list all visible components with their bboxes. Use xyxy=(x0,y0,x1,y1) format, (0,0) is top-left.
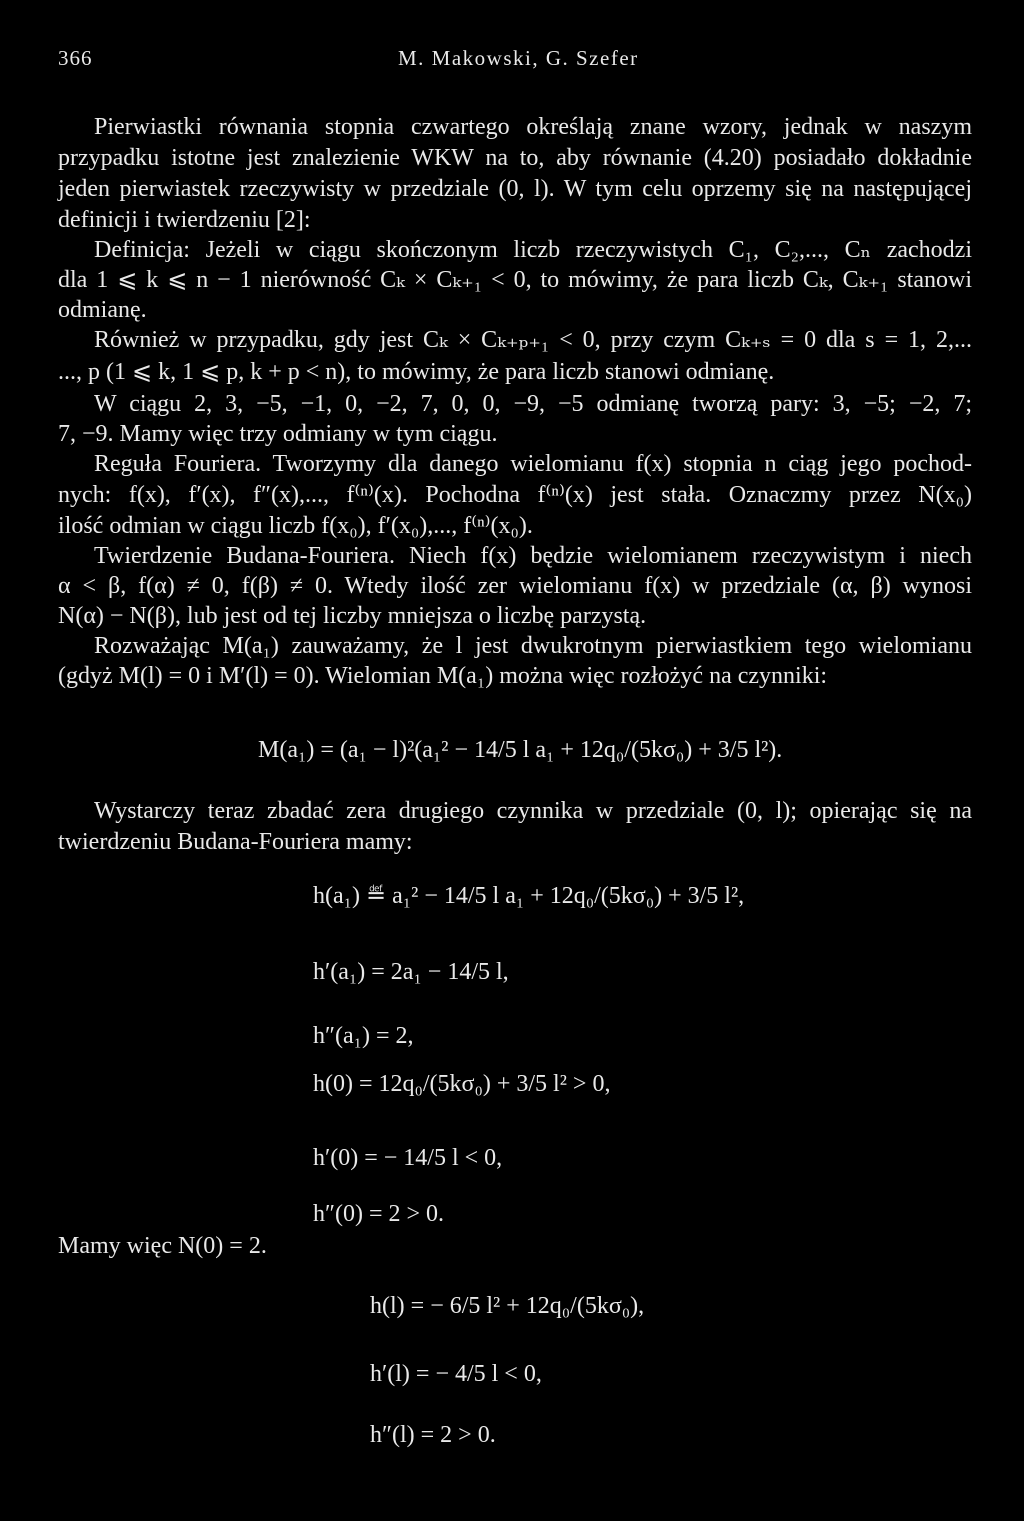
equation-h-prime-at-0: h′(0) = − 14/5 l < 0, xyxy=(313,1145,503,1171)
paragraph-line: dla 1 ⩽ k ⩽ n − 1 nierówność Cₖ × Cₖ₊₁ < 0, to mówimy, że para liczb Cₖ, Cₖ₊₁ stanowi xyxy=(58,267,972,293)
equation-h-double-prime-at-l: h″(l) = 2 > 0. xyxy=(370,1422,496,1448)
paragraph-line: (gdyż M(l) = 0 i M′(l) = 0). Wielomian M(a₁) można więc rozłożyć na czynniki: xyxy=(58,663,828,689)
paragraph-line: przypadku istotne jest znalezienie WKW na to, aby równanie (4.20) posiadało dokładnie xyxy=(58,145,972,171)
paragraph-line: N(α) − N(β), lub jest od tej liczby mniejsza o liczbę parzystą. xyxy=(58,603,647,629)
conclusion-note: Mamy więc N(0) = 2. xyxy=(58,1233,267,1259)
paragraph-line: nych: f(x), f′(x), f″(x),..., f⁽ⁿ⁾(x). Pochodna f⁽ⁿ⁾(x) jest stała. Oznaczmy przez N(x₀) xyxy=(58,482,972,508)
equation-h-at-l: h(l) = − 6/5 l² + 12q₀/(5kσ₀), xyxy=(370,1293,645,1319)
definition-line: Definicja: Jeżeli w ciągu skończonym liczb rzeczywistych C₁, C₂,..., Cₙ zachodzi xyxy=(94,237,972,263)
paragraph-line: Rozważając M(a₁) zauważamy, że l jest dwukrotnym pierwiastkiem tego wielomianu xyxy=(94,633,972,659)
paragraph-line: ilość odmian w ciągu liczb f(x₀), f′(x₀),..., f⁽ⁿ⁾(x₀). xyxy=(58,513,533,539)
paragraph-line: Również w przypadku, gdy jest Cₖ × Cₖ₊ₚ₊₁ < 0, przy czym Cₖ₊ₛ = 0 dla s = 1, 2,... xyxy=(94,327,972,353)
paragraph-line: ..., p (1 ⩽ k, 1 ⩽ p, k + p < n), to mówimy, że para liczb stanowi odmianę. xyxy=(58,359,775,385)
equation-h-prime-at-l: h′(l) = − 4/5 l < 0, xyxy=(370,1361,542,1387)
fourier-rule-line: Reguła Fouriera. Tworzymy dla danego wielomianu f(x) stopnia n ciąg jego pochod- xyxy=(94,451,972,477)
running-head-authors: M. Makowski, G. Szefer xyxy=(398,46,639,70)
paragraph-line: α < β, f(α) ≠ 0, f(β) ≠ 0. Wtedy ilość zer wielomianu f(x) w przedziale (α, β) wynosi xyxy=(58,573,972,599)
paragraph-line: odmianę. xyxy=(58,297,147,323)
paragraph-line: definicji i twierdzeniu [2]: xyxy=(58,207,311,233)
paragraph-line: 7, −9. Mamy więc trzy odmiany w tym ciągu. xyxy=(58,421,498,447)
page-number: 366 xyxy=(58,46,93,70)
paragraph-line: W ciągu 2, 3, −5, −1, 0, −2, 7, 0, 0, −9, −5 odmianę tworzą pary: 3, −5; −2, 7; xyxy=(94,391,972,417)
equation-h-double-prime: h″(a₁) = 2, xyxy=(313,1023,414,1049)
paragraph-line: jeden pierwiastek rzeczywisty w przedziale (0, l). W tym celu oprzemy się na następującej xyxy=(58,176,972,202)
theorem-line: Twierdzenie Budana-Fouriera. Niech f(x) będzie wielomianem rzeczywistym i niech xyxy=(94,543,972,569)
equation-h: h(a₁) ≝ a₁² − 14/5 l a₁ + 12q₀/(5kσ₀) + 3/5 l², xyxy=(313,883,745,909)
factorization-equation: M(a₁) = (a₁ − l)²(a₁² − 14/5 l a₁ + 12q₀/(5kσ₀) + 3/5 l²). xyxy=(258,737,783,763)
equation-h-double-prime-at-0: h″(0) = 2 > 0. xyxy=(313,1201,445,1227)
paragraph-line: twierdzeniu Budana-Fouriera mamy: xyxy=(58,829,413,855)
paragraph-line: Wystarczy teraz zbadać zera drugiego czynnika w przedziale (0, l); opierając się na xyxy=(94,798,972,824)
paragraph-line: Pierwiastki równania stopnia czwartego określają znane wzory, jednak w naszym xyxy=(94,114,972,140)
equation-h-at-0: h(0) = 12q₀/(5kσ₀) + 3/5 l² > 0, xyxy=(313,1071,611,1097)
equation-h-prime: h′(a₁) = 2a₁ − 14/5 l, xyxy=(313,959,509,985)
